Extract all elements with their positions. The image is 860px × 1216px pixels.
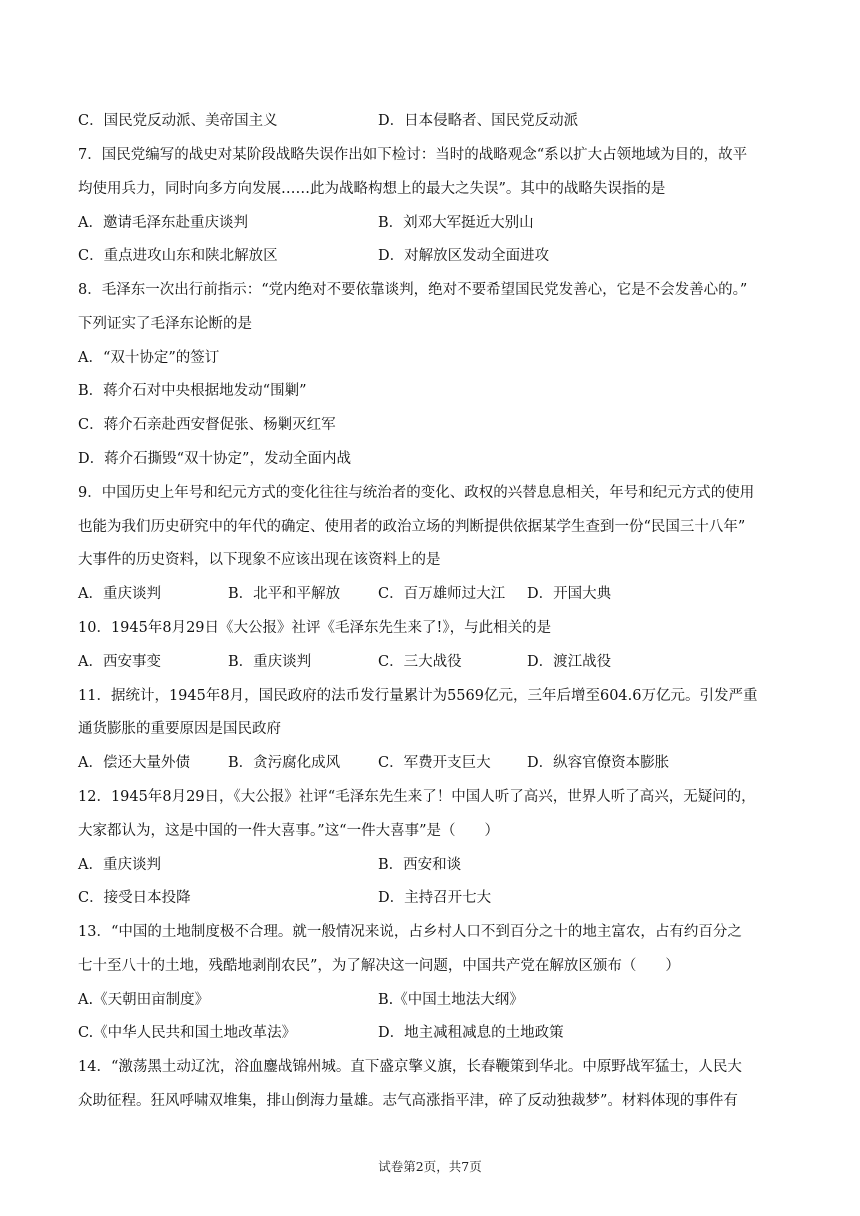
q11-option-a: A．偿还大量外债	[78, 755, 190, 771]
q11-option-c: C．军费开支巨大	[378, 755, 491, 771]
q11-option-d: D．纵容官僚资本膨胀	[527, 755, 670, 771]
q12-option-a: A．重庆谈判	[78, 857, 161, 873]
q10-option-b: B．重庆谈判	[228, 654, 312, 670]
q11-stem-line1: 11．据统计，1945年8月，国民政府的法币发行量累计为5569亿元，三年后增至604.6万亿元。引发严重	[78, 688, 758, 704]
q12-option-b: B．西安和谈	[378, 857, 462, 873]
q13-option-c: C.《中华人民共和国土地改革法》	[78, 1025, 297, 1041]
q8-option-b: B．蒋介石对中央根据地发动“围剿”	[78, 383, 307, 399]
q8-option-a: A．“双十协定”的签订	[78, 350, 220, 366]
q7-stem-line2: 均使用兵力，同时向多方向发展……此为战略构想上的最大之失误”。其中的战略失误指的是	[78, 181, 666, 197]
q8-stem-line1: 8．毛泽东一次出行前指示：“党内绝对不要依靠谈判，绝对不要希望国民党发善心，它是不会发善心的。”	[78, 282, 748, 298]
q10-option-d: D．渡江战役	[527, 654, 612, 670]
q6-option-c: C．国民党反动派、美帝国主义	[78, 113, 278, 129]
q8-option-c: C．蒋介石亲赴西安督促张、杨剿灭红军	[78, 417, 336, 433]
q12-stem-line1: 12．1945年8月29日，《大公报》社评“毛泽东先生来了！中国人听了高兴，世界人听了高兴，无疑问的，	[78, 789, 756, 805]
q7-stem-line1: 7．国民党编写的战史对某阶段战略失误作出如下检讨：当时的战略观念“系以扩大占领地域为目的，故平	[78, 147, 748, 163]
q9-option-d: D．开国大典	[527, 586, 612, 602]
q13-option-b: B.《中国土地法大纲》	[378, 992, 524, 1008]
q12-option-d: D．主持召开七大	[378, 890, 492, 906]
q11-stem-line2: 通货膨胀的重要原因是国民政府	[78, 721, 281, 737]
q7-option-c: C．重点进攻山东和陕北解放区	[78, 248, 278, 264]
q12-stem-line2: 大家都认为，这是中国的一件大喜事。”这“一件大喜事”是（ ）	[78, 823, 499, 839]
q10-option-a: A．西安事变	[78, 654, 161, 670]
q7-option-d: D．对解放区发动全面进攻	[378, 248, 550, 264]
q9-option-b: B．北平和平解放	[228, 586, 341, 602]
q9-stem-line3: 大事件的历史资料，以下现象不应该出现在该资料上的是	[78, 552, 441, 568]
q10-option-c: C．三大战役	[378, 654, 462, 670]
q14-stem-line1: 14．“激荡黑土动辽沈，浴血鏖战锦州城。直下盛京擎义旗，长春鞭策到华北。中原野战军猛士，人民大	[78, 1059, 742, 1075]
q7-option-a: A．邀请毛泽东赴重庆谈判	[78, 215, 248, 231]
q8-stem-line2: 下列证实了毛泽东论断的是	[78, 316, 252, 332]
q14-stem-line2: 众助征程。狂风呼啸双堆集，排山倒海力量雄。志气高涨指平津，碎了反动独裁梦”。材料体现的事件有	[78, 1093, 738, 1109]
page-footer: 试卷第2页，共7页	[378, 1159, 482, 1174]
q13-option-a: A.《天朝田亩制度》	[78, 992, 210, 1008]
q12-option-c: C．接受日本投降	[78, 890, 191, 906]
q13-stem-line2: 七十至八十的土地，残酷地剥削农民”，为了解决这一问题，中国共产党在解放区颁布（ ）	[78, 958, 680, 974]
q9-stem-line2: 也能为我们历史研究中的年代的确定、使用者的政治立场的判断提供依据某学生查到一份“民国三十八年”	[78, 519, 746, 535]
q11-option-b: B．贪污腐化成风	[228, 755, 341, 771]
q8-option-d: D．蒋介石撕毁“双十协定”，发动全面内战	[78, 451, 351, 467]
q13-stem-line1: 13．“中国的土地制度极不合理。就一般情况来说，占乡村人口不到百分之十的地主富农，占有约百分之	[78, 924, 742, 940]
q13-option-d: D．地主减租减息的土地政策	[378, 1025, 564, 1041]
q10-stem-line1: 10．1945年8月29日《大公报》社评《毛泽东先生来了!》，与此相关的是	[78, 620, 552, 636]
q9-option-c: C．百万雄师过大江	[378, 586, 506, 602]
q7-option-b: B．刘邓大军挺近大别山	[378, 215, 534, 231]
q9-stem-line1: 9．中国历史上年号和纪元方式的变化往往与统治者的变化、政权的兴替息息相关，年号和纪元方式的使用	[78, 485, 755, 501]
q9-option-a: A．重庆谈判	[78, 586, 161, 602]
q6-option-d: D．日本侵略者、国民党反动派	[378, 113, 579, 129]
